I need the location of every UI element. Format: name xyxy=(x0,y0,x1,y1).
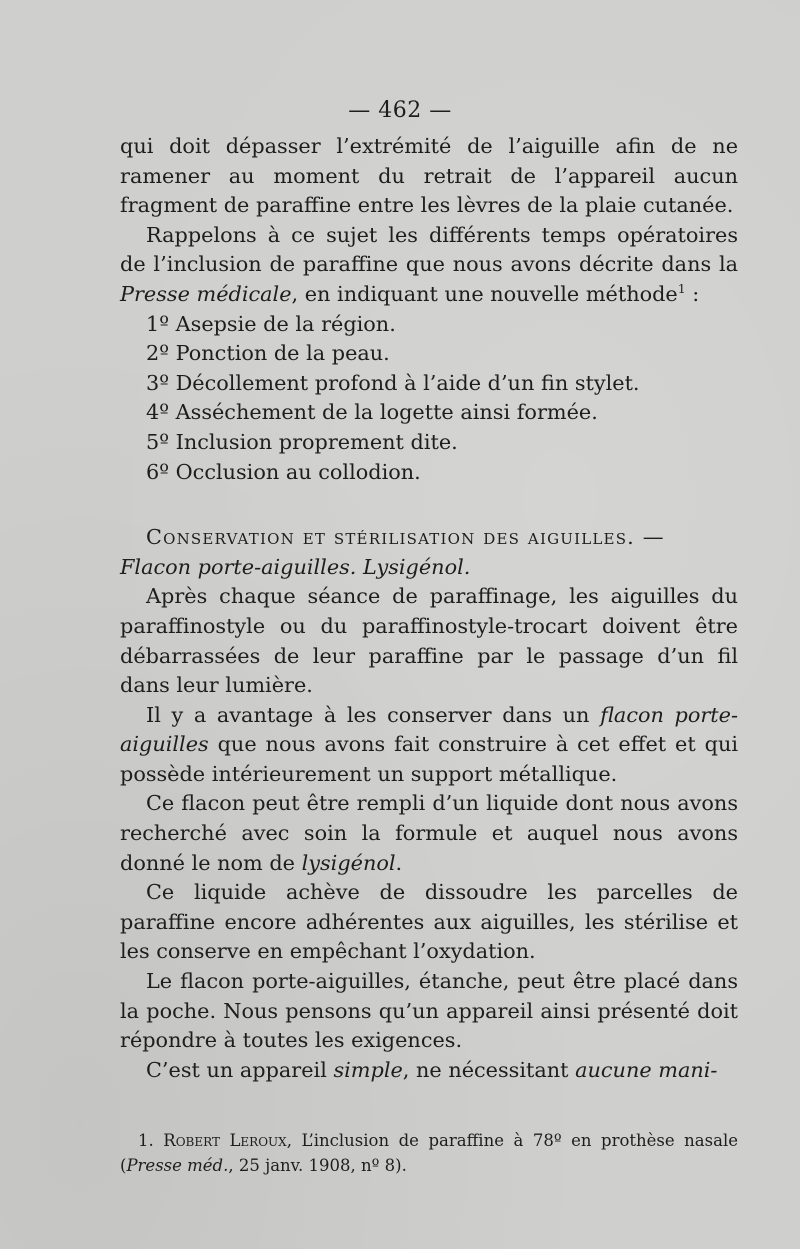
paragraph-cleaning: Après chaque séance de paraffinage, les aiguilles du paraffinostyle ou du paraffinostyle-trocart doivent être débarrassées de leur paraffine par le passage d’un fil dans leur lumière. xyxy=(120,584,738,698)
manipulation-term: aucune mani- xyxy=(575,1057,718,1082)
footnote-author: Robert Leroux xyxy=(163,1131,287,1150)
paragraph-flask-text-2: que nous avons fait construire à cet effet et qui possède intérieurement un support métallique. xyxy=(120,732,738,786)
footnote-body-end: , 25 janv. 1908, nº 8). xyxy=(228,1156,407,1175)
page-number: — 462 — xyxy=(348,98,452,123)
lysigenol-term: lysigénol xyxy=(301,850,396,875)
flask-term: flacon porte-aiguilles xyxy=(120,702,738,757)
paragraph-action: Ce liquide achève de dissoudre les parcelles de paraffine encore adhérentes aux aiguilles, les stérilise et les conserve en empêchant l’oxydation. xyxy=(120,880,738,964)
section-title: Conservation et stérilisation des aiguilles. — xyxy=(146,525,665,550)
paragraph-simple-text-2: , ne nécessitant xyxy=(402,1057,576,1082)
footnote-text xyxy=(120,1128,738,1178)
step-item: 5º Inclusion proprement dite. xyxy=(146,429,458,454)
footnote-number: 1. xyxy=(138,1131,154,1150)
footnote-journal: Presse méd. xyxy=(126,1156,229,1175)
footnote-body: , L’inclusion de paraffine à 78º en prothèse nasale ( xyxy=(120,1131,738,1175)
paragraph-liquid-text: Ce flacon peut être rempli d’un liquide dont nous avons recherché avec soin la formule et auquel nous avons donné le nom de xyxy=(120,791,738,875)
simple-term: simple xyxy=(333,1057,403,1082)
steps-list xyxy=(120,310,738,488)
paragraph-liquid xyxy=(120,789,738,878)
step-item: 4º Asséchement de la logette ainsi formée. xyxy=(146,400,598,425)
journal-title: Presse médicale xyxy=(120,281,292,306)
paragraph-continuation: qui doit dépasser l’extrémité de l’aiguille afin de ne ramener au moment du retrait de l’appareil aucun fragment de paraffine entre les lèvres de la plaie cutanée. xyxy=(120,134,738,218)
section-subtitle: Flacon porte-aiguilles. Lysigénol. xyxy=(120,554,471,579)
paragraph-liquid-end: . xyxy=(395,850,403,875)
paragraph-flask xyxy=(120,701,738,790)
step-item: 3º Décollement profond à l’aide d’un fin stylet. xyxy=(146,370,640,395)
body-text xyxy=(120,132,738,1085)
footnote xyxy=(120,1128,738,1178)
paragraph-simple xyxy=(120,1056,738,1086)
paragraph-recall-text-2: , en indiquant une nouvelle méthode xyxy=(291,281,678,306)
paragraph-flask-text: Il y a avantage à les conserver dans un xyxy=(146,702,601,727)
footnote-ref: 1 xyxy=(677,281,686,297)
paragraph-recall xyxy=(120,221,738,310)
step-item: 6º Occlusion au collodion. xyxy=(146,459,421,484)
paragraph-simple-text: C’est un appareil xyxy=(146,1057,334,1082)
paragraph-recall-text: Rappelons à ce sujet les différents temps opératoires de l’inclusion de paraffine que nous avons décrite dans la xyxy=(120,222,738,277)
paragraph-pocket: Le flacon porte-aiguilles, étanche, peut être placé dans la poche. Nous pensons qu’un appareil ainsi présenté doit répondre à toutes les exigences. xyxy=(120,969,738,1053)
step-item: 1º Asepsie de la région. xyxy=(146,311,396,336)
step-item: 2º Ponction de la peau. xyxy=(146,341,390,366)
paragraph-recall-end: : xyxy=(685,281,700,306)
